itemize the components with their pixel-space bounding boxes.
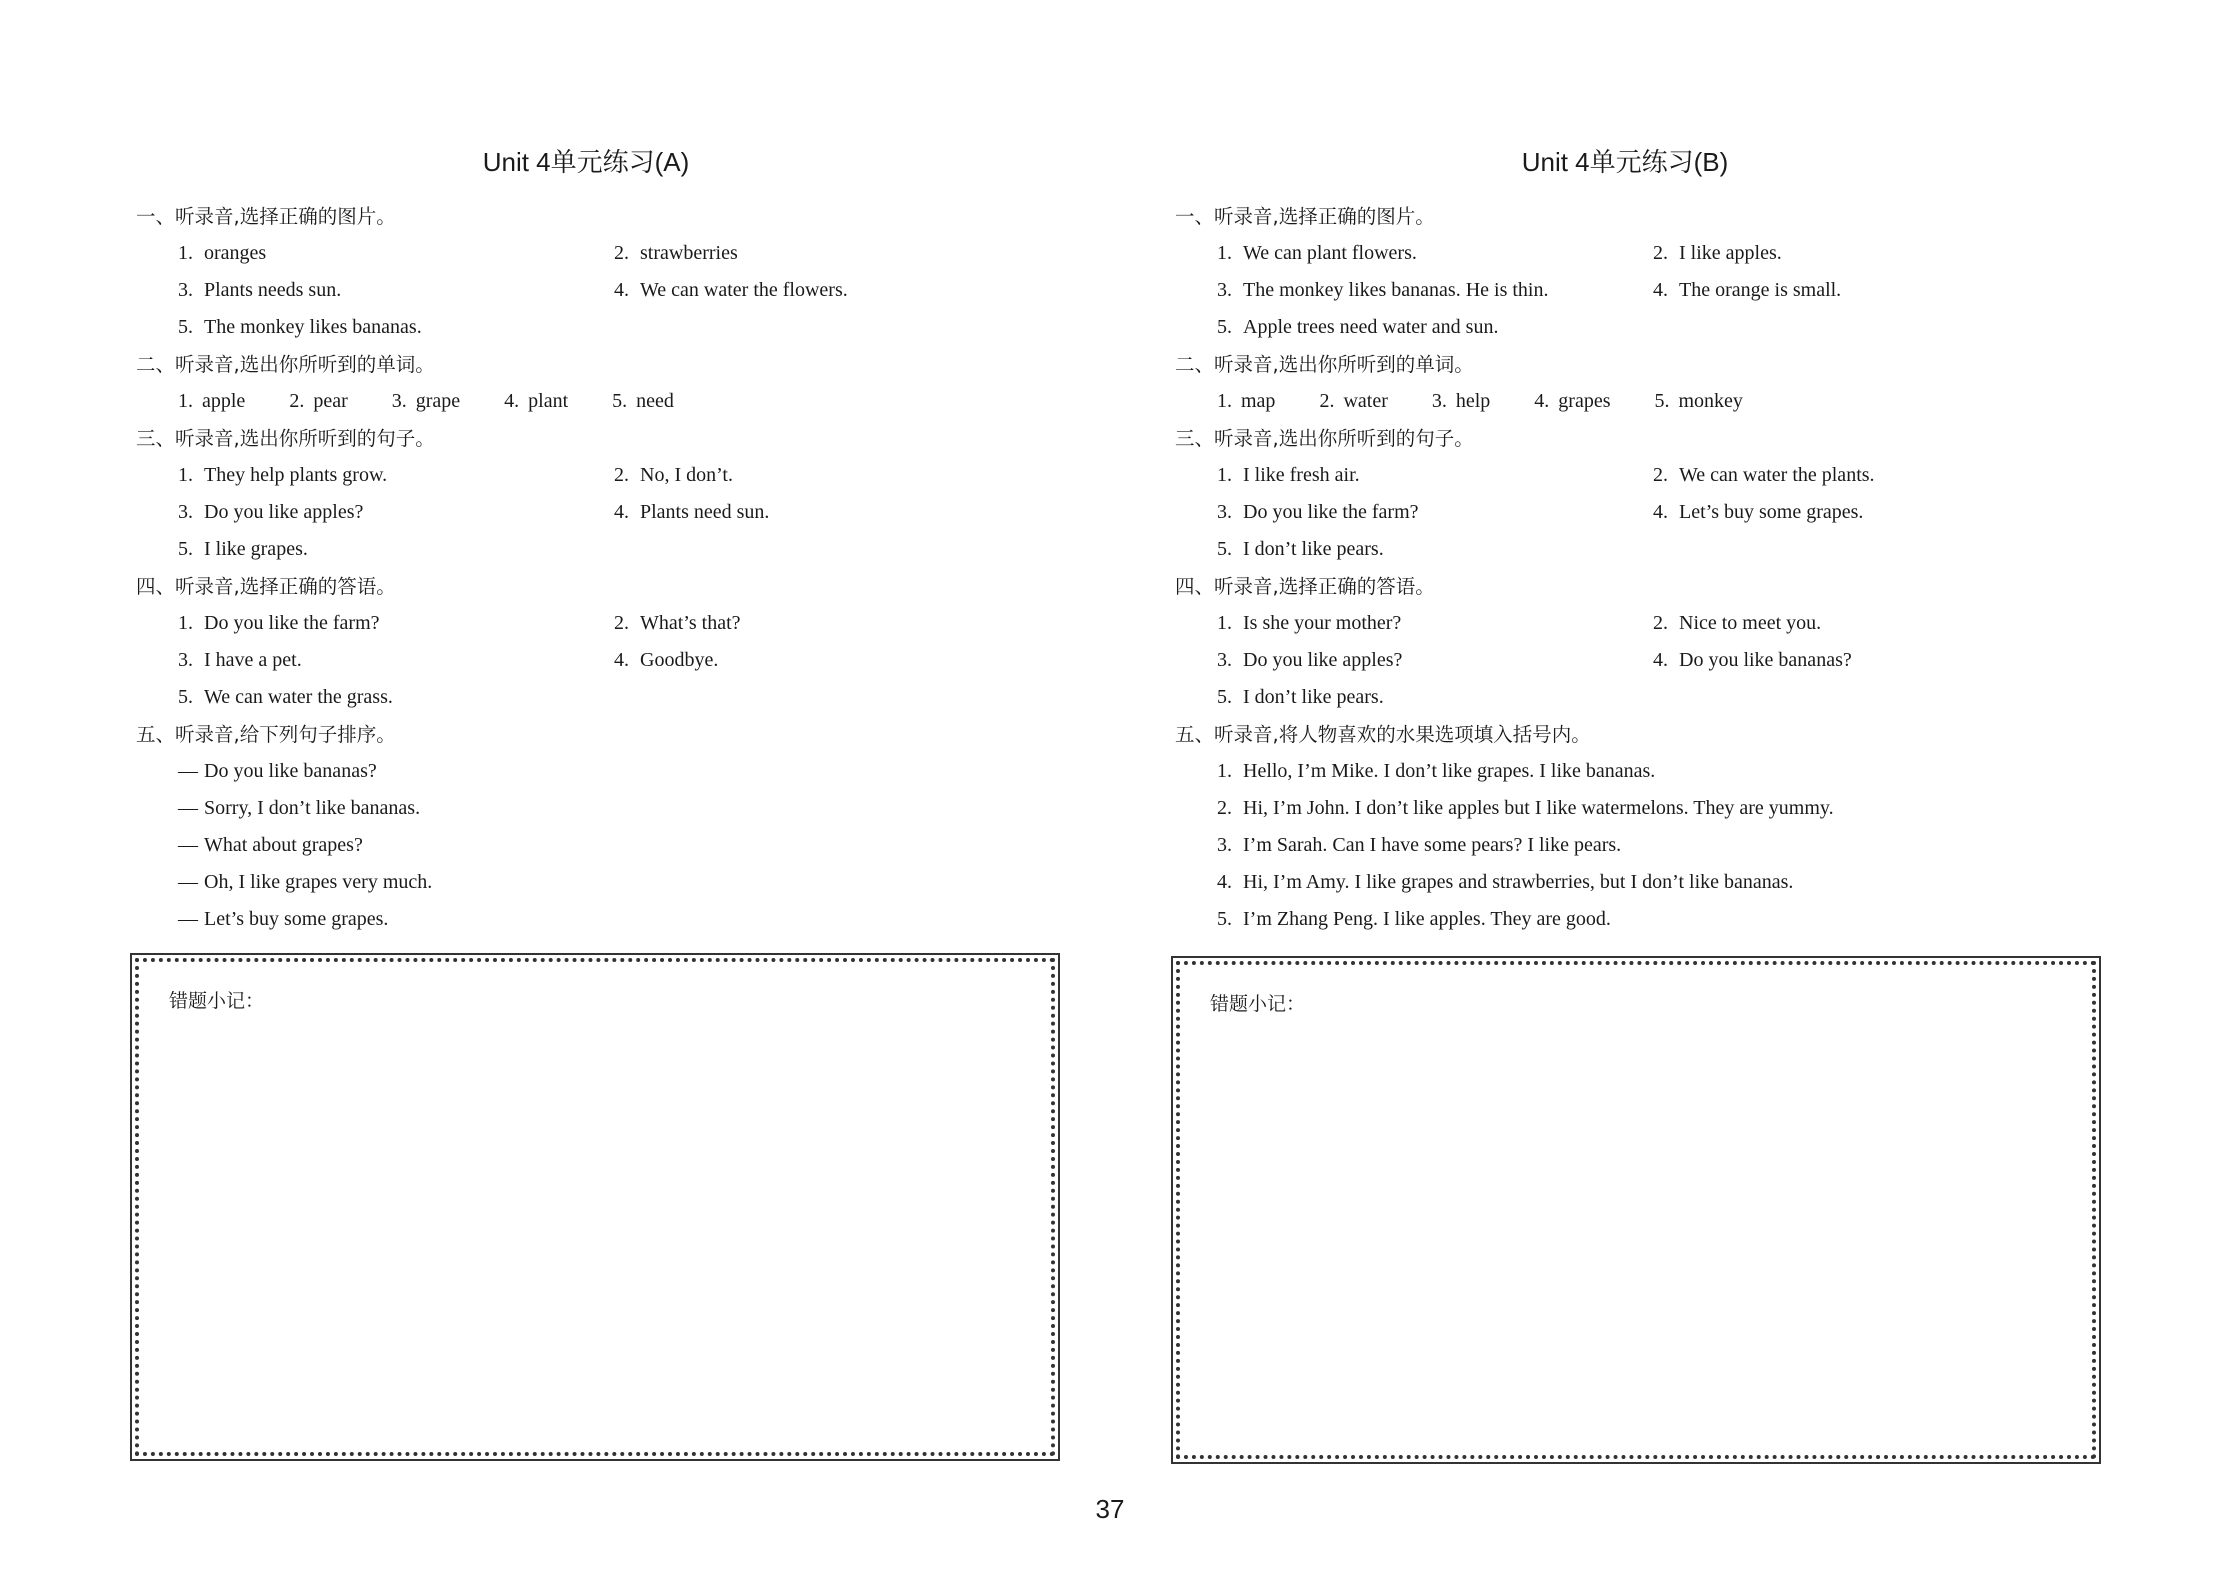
item-number: 3. bbox=[391, 390, 407, 412]
exercise-item bbox=[1653, 494, 1863, 531]
item-number: 4. bbox=[1534, 390, 1550, 412]
section-heading: 五、听录音,给下列句子排序。 bbox=[136, 723, 396, 746]
item-row bbox=[136, 235, 1036, 272]
item-row bbox=[136, 679, 1036, 716]
item-number: 5. bbox=[1217, 686, 1232, 708]
item-number: 5. bbox=[1217, 538, 1232, 560]
item-number: 3. bbox=[1431, 390, 1447, 412]
item-text: Oh, I like grapes very much. bbox=[204, 871, 433, 893]
item-text: need bbox=[636, 390, 674, 412]
item-number: 2. bbox=[1319, 390, 1335, 412]
item-row bbox=[136, 457, 1036, 494]
item-text: I’m Sarah. Can I have some pears? I like pears. bbox=[1243, 834, 1622, 856]
item-number: 1. bbox=[1217, 464, 1232, 486]
item-row bbox=[1175, 494, 2075, 531]
item-row bbox=[136, 272, 1036, 309]
exercise-item bbox=[1653, 642, 1852, 679]
item-text: Let’s buy some grapes. bbox=[204, 908, 389, 930]
item-text: oranges bbox=[204, 242, 267, 264]
section-heading: 二、听录音,选出你所听到的单词。 bbox=[136, 353, 435, 376]
exercise-item bbox=[614, 457, 733, 494]
word-row bbox=[136, 383, 1036, 420]
item-number: 5. bbox=[1217, 908, 1232, 930]
exercise-item bbox=[1175, 272, 1653, 309]
item-text: We can water the plants. bbox=[1679, 464, 1875, 486]
item-row bbox=[136, 309, 1036, 346]
exercise-item bbox=[614, 235, 738, 272]
item-row bbox=[1175, 457, 2075, 494]
item-text: map bbox=[1241, 390, 1276, 412]
item-number: 3. bbox=[178, 501, 193, 523]
unit-a-title: Unit 4单元练习(A) bbox=[482, 147, 690, 177]
item-text: They help plants grow. bbox=[204, 464, 388, 486]
item-text: monkey bbox=[1678, 390, 1743, 412]
item-text: We can water the grass. bbox=[204, 686, 393, 708]
item-text: Is she your mother? bbox=[1243, 612, 1402, 634]
item-text: Do you like bananas? bbox=[204, 760, 377, 782]
exercise-item bbox=[1175, 797, 1834, 819]
item-number: — bbox=[178, 760, 198, 782]
item-number: 4. bbox=[504, 390, 520, 412]
item-text: Let’s buy some grapes. bbox=[1679, 501, 1864, 523]
item-text: Do you like bananas? bbox=[1679, 649, 1852, 671]
item-number: 1. bbox=[178, 242, 193, 264]
item-text: I’m Zhang Peng. I like apples. They are good. bbox=[1243, 908, 1611, 930]
item-text: I don’t like pears. bbox=[1243, 686, 1384, 708]
exercise-item bbox=[178, 383, 245, 420]
section-heading: 三、听录音,选出你所听到的句子。 bbox=[1175, 427, 1474, 450]
exercise-item bbox=[1175, 760, 1655, 782]
exercise-item bbox=[1175, 605, 1653, 642]
item-number: 2. bbox=[614, 464, 629, 486]
item-row bbox=[136, 642, 1036, 679]
item-number: 4. bbox=[614, 501, 629, 523]
exercise-item bbox=[1175, 457, 1653, 494]
item-number: 3. bbox=[1217, 279, 1232, 301]
item-text: pear bbox=[313, 390, 348, 412]
dialogue-line bbox=[136, 827, 1036, 864]
item-text: What’s that? bbox=[640, 612, 741, 634]
exercise-item bbox=[614, 494, 769, 531]
item-number: 2. bbox=[289, 390, 305, 412]
exercise-item bbox=[136, 605, 614, 642]
item-number: 4. bbox=[1653, 279, 1668, 301]
sentence-row bbox=[1175, 753, 2075, 790]
exercise-item bbox=[392, 383, 460, 420]
item-number: 1. bbox=[1217, 390, 1232, 412]
exercise-item bbox=[136, 679, 614, 716]
exercise-item bbox=[1653, 272, 1841, 309]
item-number: 4. bbox=[614, 649, 629, 671]
item-row bbox=[136, 605, 1036, 642]
exercise-item bbox=[136, 494, 614, 531]
sentence-row bbox=[1175, 864, 2075, 901]
item-text: I like apples. bbox=[1679, 242, 1782, 264]
exercise-item bbox=[1175, 309, 1653, 346]
exercise-item bbox=[1653, 457, 1875, 494]
item-text: Hello, I’m Mike. I don’t like grapes. I like bananas. bbox=[1243, 760, 1656, 782]
item-number: 3. bbox=[178, 279, 193, 301]
item-text: I like fresh air. bbox=[1243, 464, 1360, 486]
section-heading: 三、听录音,选出你所听到的句子。 bbox=[136, 427, 435, 450]
item-number: 2. bbox=[1653, 612, 1668, 634]
exercise-item bbox=[1175, 834, 1621, 856]
item-number: 5. bbox=[178, 316, 193, 338]
section-heading: 一、听录音,选择正确的图片。 bbox=[136, 205, 396, 228]
item-row bbox=[136, 494, 1036, 531]
exercise-item bbox=[1653, 235, 1782, 272]
item-text: Nice to meet you. bbox=[1679, 612, 1822, 634]
item-text: Hi, I’m Amy. I like grapes and strawberries, but I don’t like bananas. bbox=[1243, 871, 1794, 893]
exercise-item bbox=[136, 908, 388, 930]
exercise-item bbox=[1653, 605, 1821, 642]
exercise-item bbox=[136, 531, 614, 568]
item-text: Plants needs sun. bbox=[204, 279, 342, 301]
item-number: 1. bbox=[1217, 760, 1232, 782]
item-number: 2. bbox=[1217, 797, 1232, 819]
exercise-item bbox=[614, 642, 718, 679]
item-row bbox=[1175, 272, 2075, 309]
dialogue-line bbox=[136, 864, 1036, 901]
exercise-item bbox=[504, 383, 568, 420]
item-number: 1. bbox=[178, 612, 193, 634]
item-text: apple bbox=[202, 390, 246, 412]
item-number: 5. bbox=[1654, 390, 1670, 412]
item-number: 3. bbox=[1217, 649, 1232, 671]
unit-b-sections bbox=[1175, 198, 2075, 938]
section-heading: 五、听录音,将人物喜欢的水果选项填入括号内。 bbox=[1175, 723, 1591, 746]
item-text: The monkey likes bananas. He is thin. bbox=[1243, 279, 1549, 301]
exercise-item bbox=[136, 871, 432, 893]
item-text: I have a pet. bbox=[204, 649, 302, 671]
unit-b-notes-box bbox=[1176, 961, 2096, 1459]
item-number: 2. bbox=[1653, 242, 1668, 264]
item-text: The monkey likes bananas. bbox=[204, 316, 422, 338]
item-row bbox=[1175, 309, 2075, 346]
item-number: — bbox=[178, 871, 198, 893]
exercise-item bbox=[1319, 383, 1387, 420]
exercise-item bbox=[289, 383, 347, 420]
item-number: 2. bbox=[614, 612, 629, 634]
item-text: I don’t like pears. bbox=[1243, 538, 1384, 560]
item-text: plant bbox=[528, 390, 569, 412]
item-text: We can plant flowers. bbox=[1243, 242, 1417, 264]
item-number: 4. bbox=[1653, 649, 1668, 671]
exercise-item bbox=[136, 272, 614, 309]
exercise-item bbox=[136, 457, 614, 494]
item-number: 4. bbox=[1217, 871, 1232, 893]
exercise-item bbox=[614, 605, 741, 642]
exercise-item bbox=[1432, 383, 1490, 420]
exercise-item bbox=[1175, 679, 1653, 716]
item-text: Hi, I’m John. I don’t like apples but I like watermelons. They are yummy. bbox=[1243, 797, 1834, 819]
unit-a-notes-box bbox=[135, 958, 1055, 1456]
item-number: 1. bbox=[178, 464, 193, 486]
item-text: Sorry, I don’t like bananas. bbox=[204, 797, 421, 819]
item-text: Plants need sun. bbox=[640, 501, 770, 523]
item-text: Do you like apples? bbox=[1243, 649, 1403, 671]
item-number: 4. bbox=[1653, 501, 1668, 523]
item-number: — bbox=[178, 908, 198, 930]
item-row bbox=[1175, 235, 2075, 272]
dialogue-line bbox=[136, 790, 1036, 827]
item-text: I like grapes. bbox=[204, 538, 308, 560]
item-number: 5. bbox=[178, 686, 193, 708]
exercise-item bbox=[136, 309, 614, 346]
item-number: — bbox=[178, 834, 198, 856]
item-text: strawberries bbox=[640, 242, 738, 264]
item-row bbox=[1175, 531, 2075, 568]
notes-label: 错题小记： bbox=[1210, 993, 1306, 1015]
item-number: 1. bbox=[1217, 612, 1232, 634]
exercise-item bbox=[612, 383, 674, 420]
item-text: What about grapes? bbox=[204, 834, 363, 856]
item-text: We can water the flowers. bbox=[640, 279, 848, 301]
section-heading: 一、听录音,选择正确的图片。 bbox=[1175, 205, 1435, 228]
exercise-item bbox=[1175, 908, 1611, 930]
item-text: The orange is small. bbox=[1679, 279, 1842, 301]
unit-b-title: Unit 4单元练习(B) bbox=[1521, 147, 1729, 177]
exercise-item bbox=[1175, 642, 1653, 679]
section-heading: 四、听录音,选择正确的答语。 bbox=[1175, 575, 1435, 598]
page-number: 37 bbox=[1095, 1494, 1125, 1524]
item-number: 3. bbox=[1217, 501, 1232, 523]
item-text: Goodbye. bbox=[640, 649, 719, 671]
section-heading: 二、听录音,选出你所听到的单词。 bbox=[1175, 353, 1474, 376]
item-row bbox=[136, 531, 1036, 568]
item-number: 2. bbox=[614, 242, 629, 264]
notes-label: 错题小记： bbox=[169, 990, 265, 1012]
item-text: help bbox=[1455, 390, 1491, 412]
exercise-item bbox=[1534, 383, 1610, 420]
item-number: 1. bbox=[178, 390, 193, 412]
exercise-item bbox=[1217, 383, 1275, 420]
item-number: 5. bbox=[1217, 316, 1232, 338]
word-row bbox=[1175, 383, 2075, 420]
item-number: — bbox=[178, 797, 198, 819]
exercise-item bbox=[1175, 531, 1653, 568]
item-text: Apple trees need water and sun. bbox=[1243, 316, 1499, 338]
exercise-item bbox=[1655, 383, 1743, 420]
item-number: 5. bbox=[178, 538, 193, 560]
item-text: water bbox=[1343, 390, 1388, 412]
section-heading: 四、听录音,选择正确的答语。 bbox=[136, 575, 396, 598]
item-text: grapes bbox=[1558, 390, 1611, 412]
item-text: Do you like the farm? bbox=[204, 612, 380, 634]
exercise-item bbox=[1175, 494, 1653, 531]
item-row bbox=[1175, 605, 2075, 642]
exercise-item bbox=[614, 272, 848, 309]
item-number: 3. bbox=[178, 649, 193, 671]
sentence-row bbox=[1175, 790, 2075, 827]
exercise-item bbox=[136, 834, 363, 856]
item-row bbox=[1175, 642, 2075, 679]
exercise-item bbox=[136, 797, 420, 819]
dialogue-line bbox=[136, 901, 1036, 938]
exercise-item bbox=[1175, 871, 1793, 893]
exercise-item bbox=[136, 642, 614, 679]
exercise-item bbox=[1175, 235, 1653, 272]
dialogue-line bbox=[136, 753, 1036, 790]
exercise-item bbox=[136, 760, 377, 782]
exercise-item bbox=[136, 235, 614, 272]
item-text: grape bbox=[415, 390, 461, 412]
item-number: 5. bbox=[612, 390, 628, 412]
unit-a-sections bbox=[136, 198, 1036, 938]
item-text: No, I don’t. bbox=[640, 464, 733, 486]
item-text: Do you like the farm? bbox=[1243, 501, 1419, 523]
item-number: 3. bbox=[1217, 834, 1232, 856]
sentence-row bbox=[1175, 827, 2075, 864]
item-number: 4. bbox=[614, 279, 629, 301]
sentence-row bbox=[1175, 901, 2075, 938]
item-number: 2. bbox=[1653, 464, 1668, 486]
item-row bbox=[1175, 679, 2075, 716]
item-number: 1. bbox=[1217, 242, 1232, 264]
item-text: Do you like apples? bbox=[204, 501, 364, 523]
